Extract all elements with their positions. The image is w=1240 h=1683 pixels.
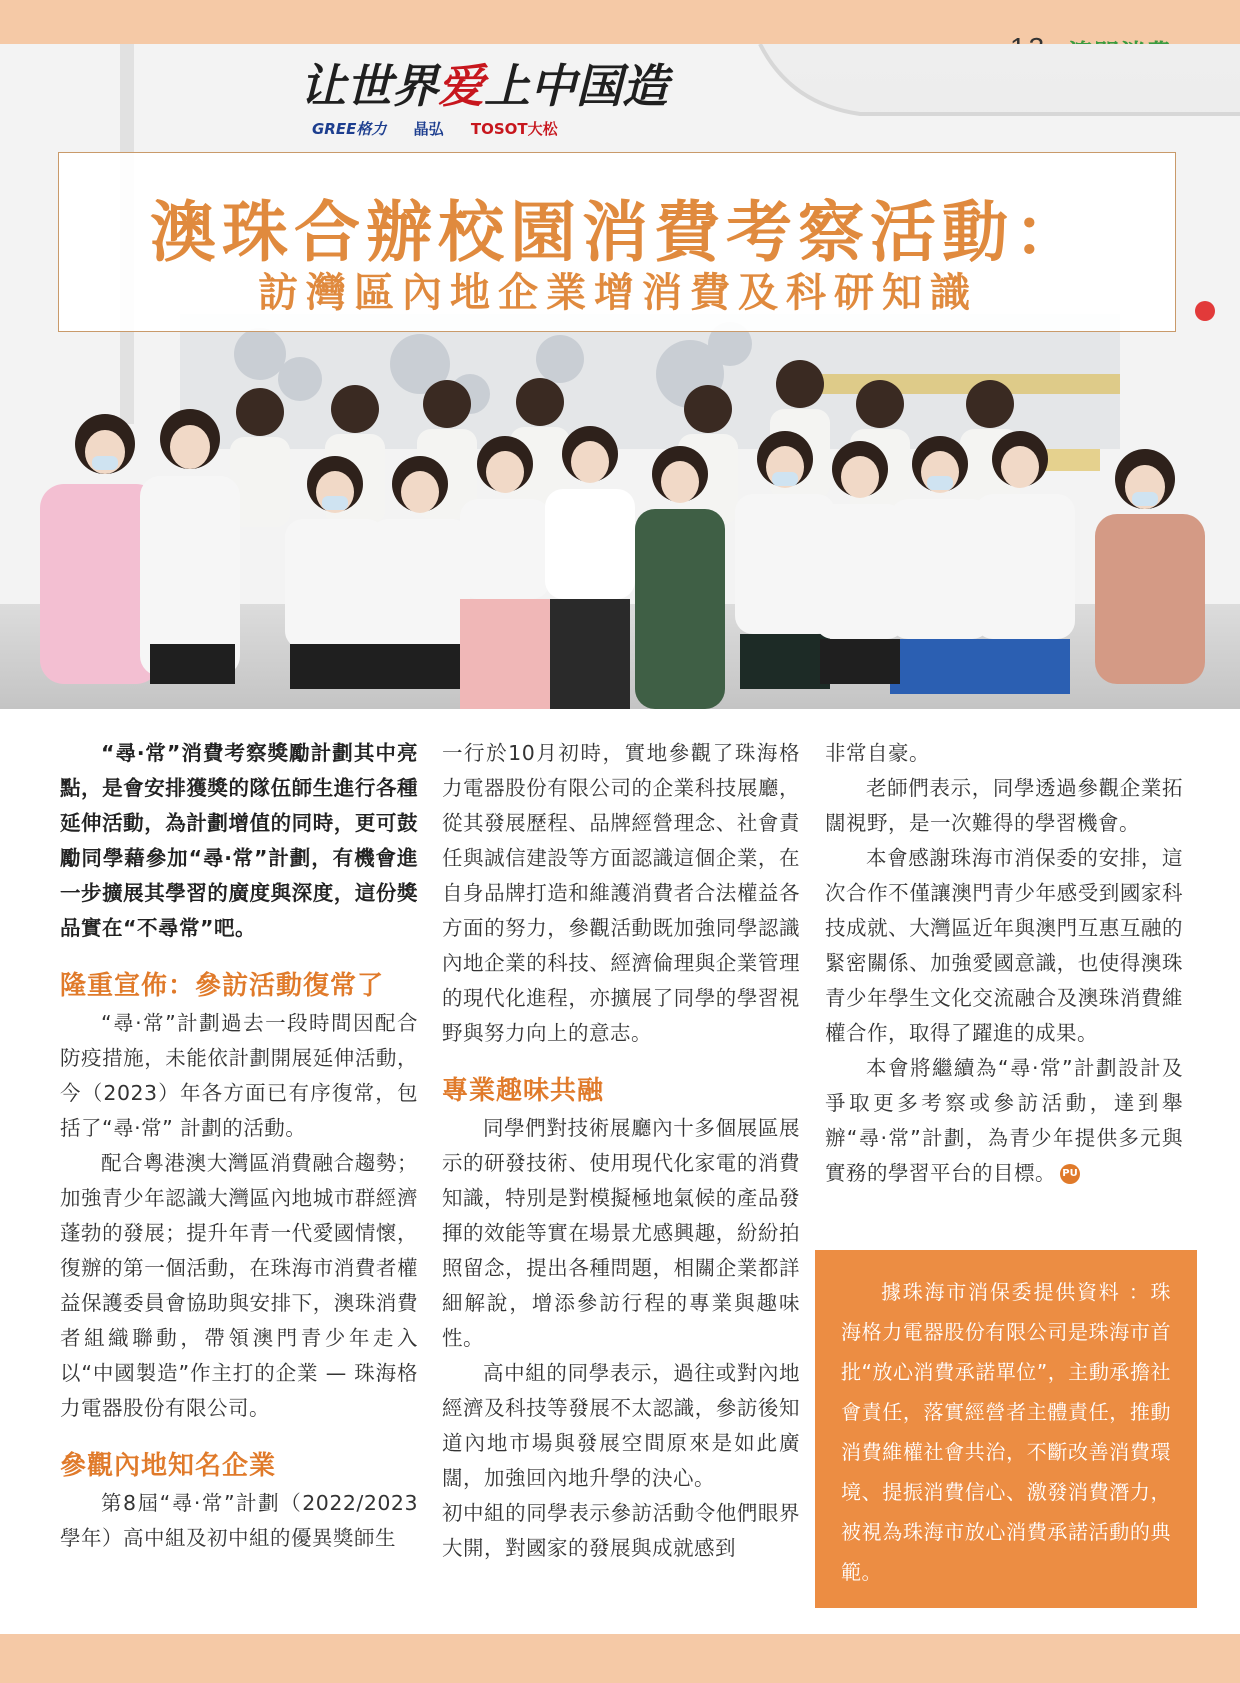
text-column-3 xyxy=(825,736,1183,1191)
paragraph: 同學們對技術展廳內十多個展區展示的研發技術、使用現代化家電的消費知識，特別是對模擬極地氣候的產品發揮的效能等實在場景尤感興趣，紛紛拍照留念，提出各種問題，相關企業都詳細解說，增添參訪行程的專業與趣味性。 xyxy=(442,1116,800,1350)
closing-text: 本會將繼續為“尋‧常”計劃設計及爭取更多考察或參訪活動，達到舉辦“尋‧常”計劃，為青少年提供多元與實務的學習平台的目標。 xyxy=(825,1056,1183,1185)
paragraph: 初中組的同學表示參訪活動令他們眼界大開，對國家的發展與成就感到 xyxy=(442,1501,800,1560)
paragraph: 第8屆“尋‧常”計劃（2022/2023學年）高中組及初中組的優異獎師生 xyxy=(60,1491,418,1550)
wall-slogan xyxy=(300,50,668,120)
paragraph: 本會感謝珠海市消保委的安排，這次合作不僅讓澳門青少年感受到國家科技成就、大灣區近年與澳門互惠互融的緊密關係、加強愛國意識，也使得澳珠青少年學生文化交流融合及澳珠消費維權合作，取得了躍進的成果。 xyxy=(825,846,1183,1045)
photo-illustration xyxy=(0,44,1240,709)
info-sidebar-box xyxy=(815,1250,1197,1608)
section-heading-visit: 參觀內地知名企業 xyxy=(60,1451,277,1481)
wall-slogan-part-2: 上中国造 xyxy=(484,59,668,113)
paragraph: 配合粵港澳大灣區消費融合趨勢；加強青少年認識大灣區內地城市群經濟蓬勃的發展；提升年青一代愛國情懷，復辦的第一個活動，在珠海市消費者權益保護委員會協助與安排下，澳珠消費者組織聯動，帶領澳門青少年走入以“中國製造”作主打的企業 — 珠海格力電器股份有限公司。 xyxy=(60,1151,418,1420)
text-column-2 xyxy=(442,736,800,1566)
tosot-logo: TOSOT大松 xyxy=(470,120,558,138)
paragraph: 老師們表示，同學透過參觀企業拓闊視野，是一次難得的學習機會。 xyxy=(825,776,1183,835)
info-sidebar-text: 據珠海市消保委提供資料 ：珠海格力電器股份有限公司是珠海市首批“放心消費承諾單位”，主動承擔社會責任，落實經營者主體責任，推動消費維權社會共治，不斷改善消費環境、提振消費信心、激發消費潛力，被視為珠海市放心消費承諾活動的典範。 xyxy=(841,1280,1171,1584)
paragraph: “尋‧常”計劃過去一段時間因配合防疫措施，未能依計劃開展延伸活動，今（2023）年各方面已有序復常，包括了“尋‧常” 計劃的活動。 xyxy=(60,1011,418,1140)
article-title-box xyxy=(58,152,1176,332)
jinghong-logo: 晶弘 xyxy=(413,120,444,138)
section-heading-resume: 隆重宣佈：參訪活動復常了 xyxy=(60,971,385,1001)
article-subtitle: 訪灣區內地企業增消費及科研知識 xyxy=(258,270,978,316)
lead-paragraph: “尋‧常”消費考察獎勵計劃其中亮點，是會安排獲獎的隊伍師生進行各種延伸活動，為計劃增值的同時，更可鼓勵同學藉參加“尋‧常”計劃，有機會進一步擴展其學習的廣度與深度，這份獎品實在“不尋常”吧。 xyxy=(60,741,418,940)
group-photo xyxy=(0,44,1240,709)
paragraph-continued: 一行於10月初時，實地參觀了珠海格力電器股份有限公司的企業科技展廳，從其發展歷程、品牌經營理念、社會責任與誠信建設等方面認識這個企業，在自身品牌打造和維護消費者合法權益各方面的努力，參觀活動既加強同學認識內地企業的科技、經濟倫理與企業管理的現代化進程，亦擴展了同學的學習視野與努力向上的意志。 xyxy=(442,741,800,1045)
article-main-title: 澳珠合辦校園消費考察活動： xyxy=(150,194,1086,271)
gree-logo: GREE格力 xyxy=(312,120,387,138)
text-column-1 xyxy=(60,736,418,1556)
wall-slogan-part-red: 爱 xyxy=(438,59,484,113)
end-mark-icon: PU xyxy=(1060,1164,1080,1184)
paragraph-continued: 非常自豪。 xyxy=(825,741,930,765)
paragraph: 高中組的同學表示，過往或對內地經濟及科技等發展不太認識，參訪後知道內地市場與發展空間原來是如此廣闊，加強回內地升學的決心。 xyxy=(442,1361,800,1490)
bottom-color-band xyxy=(0,1634,1240,1683)
wall-slogan-part-1: 让世界 xyxy=(300,59,438,113)
closing-paragraph xyxy=(825,1051,1183,1191)
wall-brand-logos xyxy=(312,118,612,148)
section-heading-fun: 專業趣味共融 xyxy=(442,1076,605,1106)
